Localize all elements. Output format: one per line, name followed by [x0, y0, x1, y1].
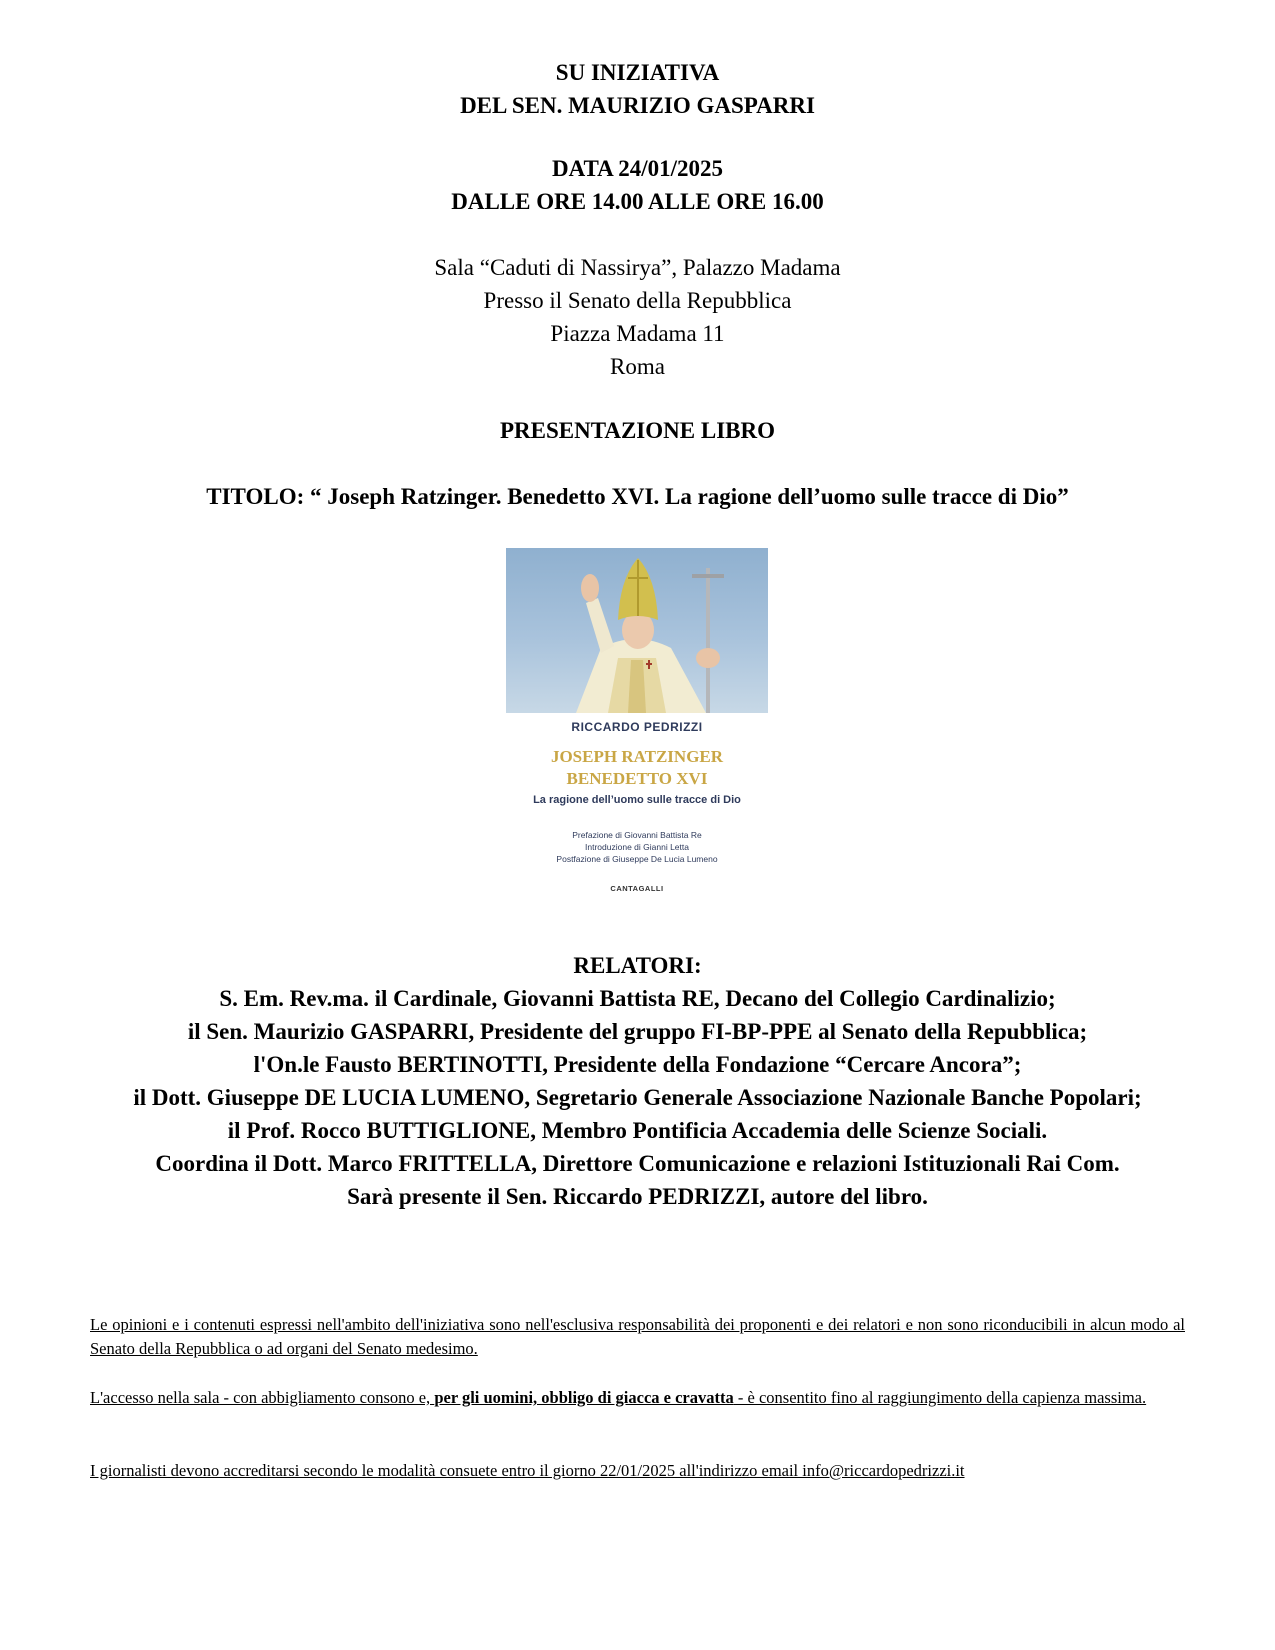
pope-figure-illustration	[506, 548, 768, 713]
venue-block	[0, 251, 1275, 383]
book-cover-image	[506, 548, 768, 900]
presentation-label: PRESENTAZIONE LIBRO	[499, 418, 775, 443]
speaker-line: S. Em. Rev.ma. il Cardinale, Giovanni Battista RE, Decano del Collegio Cardinalizio;	[219, 986, 1056, 1011]
cover-author: RICCARDO PEDRIZZI	[571, 720, 703, 734]
speaker-line: il Sen. Maurizio GASPARRI, Presidente del gruppo FI-BP-PPE al Senato della Repubblica;	[187, 1019, 1088, 1044]
dress-code-text-end: - è consentito fino al raggiungimento della capienza massima.	[733, 1388, 1147, 1407]
venue-building: Presso il Senato della Repubblica	[483, 288, 792, 313]
dress-code-requirement: per gli uomini, obbligo di giacca e cravatta	[434, 1388, 734, 1407]
speaker-line: il Dott. Giuseppe DE LUCIA LUMENO, Segretario Generale Associazione Nazionale Banche Popolari;	[133, 1085, 1142, 1110]
moderator-line: Coordina il Dott. Marco FRITTELLA, Direttore Comunicazione e relazioni Istituzionali Rai Com.	[155, 1151, 1120, 1176]
press-accreditation-note: I giornalisti devono accreditarsi secondo le modalità consuete entro il giorno 22/01/2025 all'indirizzo email info@riccardopedrizzi.it	[90, 1461, 965, 1480]
cover-subtitle: La ragione dell’uomo sulle tracce di Dio	[533, 794, 741, 806]
dress-code-note	[90, 1386, 1185, 1410]
event-time: DALLE ORE 14.00 ALLE ORE 16.00	[451, 189, 824, 214]
cover-postface-credit: Postfazione di Giuseppe De Lucia Lumeno	[556, 854, 718, 864]
event-date: DATA 24/01/2025	[551, 156, 724, 181]
cover-title-line-1: JOSEPH RATZINGER	[550, 747, 724, 766]
cover-photo	[506, 548, 768, 713]
cover-preface-credit: Prefazione di Giovanni Battista Re	[572, 830, 702, 840]
date-block	[0, 152, 1275, 218]
speakers-block	[0, 949, 1275, 1213]
disclaimer-note: Le opinioni e i contenuti espressi nell'ambito dell'iniziativa sono nell'esclusiva responsabilità dei proponenti e dei relatori e non sono riconducibili in alcun modo al Senato della Repubblica o ad organi del Senato medesimo.	[90, 1315, 1185, 1358]
author-presence-line: Sarà presente il Sen. Riccardo PEDRIZZI, autore del libro.	[347, 1184, 928, 1209]
speaker-line: l'On.le Fausto BERTINOTTI, Presidente della Fondazione “Cercare Ancora”;	[253, 1052, 1022, 1077]
book-title-line: TITOLO: “ Joseph Ratzinger. Benedetto XVI. La ragione dell’uomo sulle tracce di Dio”	[206, 484, 1069, 509]
organizer-line-1: SU INIZIATIVA	[555, 60, 720, 85]
organizer-block	[0, 56, 1275, 122]
dress-code-text-start: L'accesso nella sala - con abbigliamento consono e,	[90, 1388, 435, 1407]
speakers-heading: RELATORI:	[573, 953, 702, 978]
cover-title-line-2: BENEDETTO XVI	[566, 769, 708, 788]
venue-room: Sala “Caduti di Nassirya”, Palazzo Madama	[434, 255, 841, 280]
organizer-line-2: DEL SEN. MAURIZIO GASPARRI	[460, 93, 815, 118]
venue-city: Roma	[610, 354, 665, 379]
venue-address: Piazza Madama 11	[550, 321, 725, 346]
cover-publisher: CANTAGALLI	[610, 884, 664, 893]
speaker-line: il Prof. Rocco BUTTIGLIONE, Membro Pontificia Accademia delle Scienze Sociali.	[227, 1118, 1048, 1143]
cover-introduction-credit: Introduzione di Gianni Letta	[585, 842, 689, 852]
